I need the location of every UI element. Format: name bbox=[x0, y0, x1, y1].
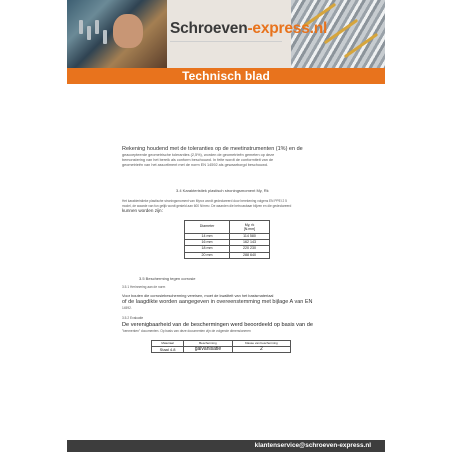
table-row bbox=[152, 347, 291, 353]
table-header-protection: Bescherming bbox=[184, 341, 233, 347]
section-text: De verenigbaarheid van de beschermingen werd beoordeeld op basis van de bbox=[122, 322, 313, 328]
intro-line: Rekening houdend met de toleranties op de meetinstrumenten (1%) en de bbox=[122, 146, 303, 152]
bit-image bbox=[87, 26, 91, 40]
table-row bbox=[185, 252, 270, 258]
corrosion-table bbox=[151, 340, 291, 353]
table-header-material: Materiaal bbox=[152, 341, 184, 347]
table-cell: 162 143 bbox=[230, 240, 270, 246]
table-cell: 2 bbox=[232, 347, 290, 353]
bit-image bbox=[103, 30, 107, 44]
table-cell: 16 mm bbox=[185, 240, 230, 246]
hand-image bbox=[113, 14, 143, 48]
tools-photo-left bbox=[67, 0, 167, 68]
screw-image bbox=[344, 33, 378, 58]
site-logo[interactable] bbox=[170, 20, 327, 38]
section-text: "kenmerken" documenten. Op basis van deze documenten zijn de volgende dimensioneren bbox=[122, 329, 251, 333]
table-cell: 220 230 bbox=[230, 246, 270, 252]
section-text: kunnen worden zijn: bbox=[122, 208, 163, 213]
header-banner bbox=[67, 0, 385, 68]
subsection-heading: 3.5.1 Herinnering aan de norm bbox=[122, 285, 166, 289]
section-text: 14592. bbox=[122, 306, 132, 310]
table-cell: Staal 4.8 bbox=[152, 347, 184, 353]
yield-moment-table bbox=[184, 220, 270, 259]
table-cell: 14 mm bbox=[185, 234, 230, 240]
table-cell: 18 mm bbox=[185, 246, 230, 252]
table-cell: 288 640 bbox=[230, 252, 270, 258]
bit-image bbox=[79, 20, 83, 34]
screw-image bbox=[324, 19, 358, 44]
bit-image bbox=[95, 20, 99, 34]
intro-line: bemonstering van het bereik als conform beschouwd. In feite wordt de conformiteit van de bbox=[122, 158, 274, 162]
section-text: of de laagdikte worden aangegeven in overeenstemming met bijlage A van EN bbox=[122, 299, 313, 305]
table-cell: 20 mm bbox=[185, 252, 230, 258]
page-title: Technisch blad bbox=[182, 69, 270, 83]
table-header-class: Klasse van bescherming bbox=[232, 341, 290, 347]
footer-email[interactable]: klantenservice@schroeven-express.nl bbox=[254, 442, 371, 449]
section-text: Voor bouten die corrosiebescherming vereisen, moet de kwaliteit van het basismateriaal bbox=[122, 293, 274, 298]
intro-line: geaccepteerde geometrische toleranties (2,5%), worden de geometrieën gemeten op deze bbox=[122, 153, 275, 157]
section-text: model, de waarde van fun gelijk wordt gesteld aan 600 N/mm². De waarden die betrouwbaar blijven en die gedeclareerd bbox=[122, 204, 292, 208]
section-heading: 3.5 Bescherming tegen corrosie bbox=[139, 276, 196, 281]
table-header-moment-line1: My, rk bbox=[244, 223, 255, 227]
intro-line: geometrieën van het assortiment met de norm EN 14592 als gewaarborgd beschouwd. bbox=[122, 163, 269, 167]
section-heading: 3.4 Karakteristiek plastisch stroningsmoment My, Rk bbox=[176, 188, 269, 193]
logo-divider bbox=[170, 41, 282, 42]
section-text: Het karakteristieke plastische stroningsmoment van Myrcx wordt gedeclareerd door berekening volgens EN PPEI 2 5 bbox=[122, 199, 287, 203]
table-header-row bbox=[185, 221, 270, 234]
logo-accent: -express.nl bbox=[247, 20, 328, 37]
table-header-diameter: Diameter bbox=[185, 221, 230, 234]
document-page bbox=[67, 0, 385, 452]
table-header-moment bbox=[230, 221, 270, 234]
table-header-moment-line2: [N.mm] bbox=[243, 227, 256, 231]
logo-main: Schroeven bbox=[170, 20, 248, 37]
table-cell: galvanisatie bbox=[184, 347, 233, 353]
subsection-heading: 3.5.2 Evaluatie bbox=[122, 316, 144, 320]
table-cell: 114 580 bbox=[230, 234, 270, 240]
